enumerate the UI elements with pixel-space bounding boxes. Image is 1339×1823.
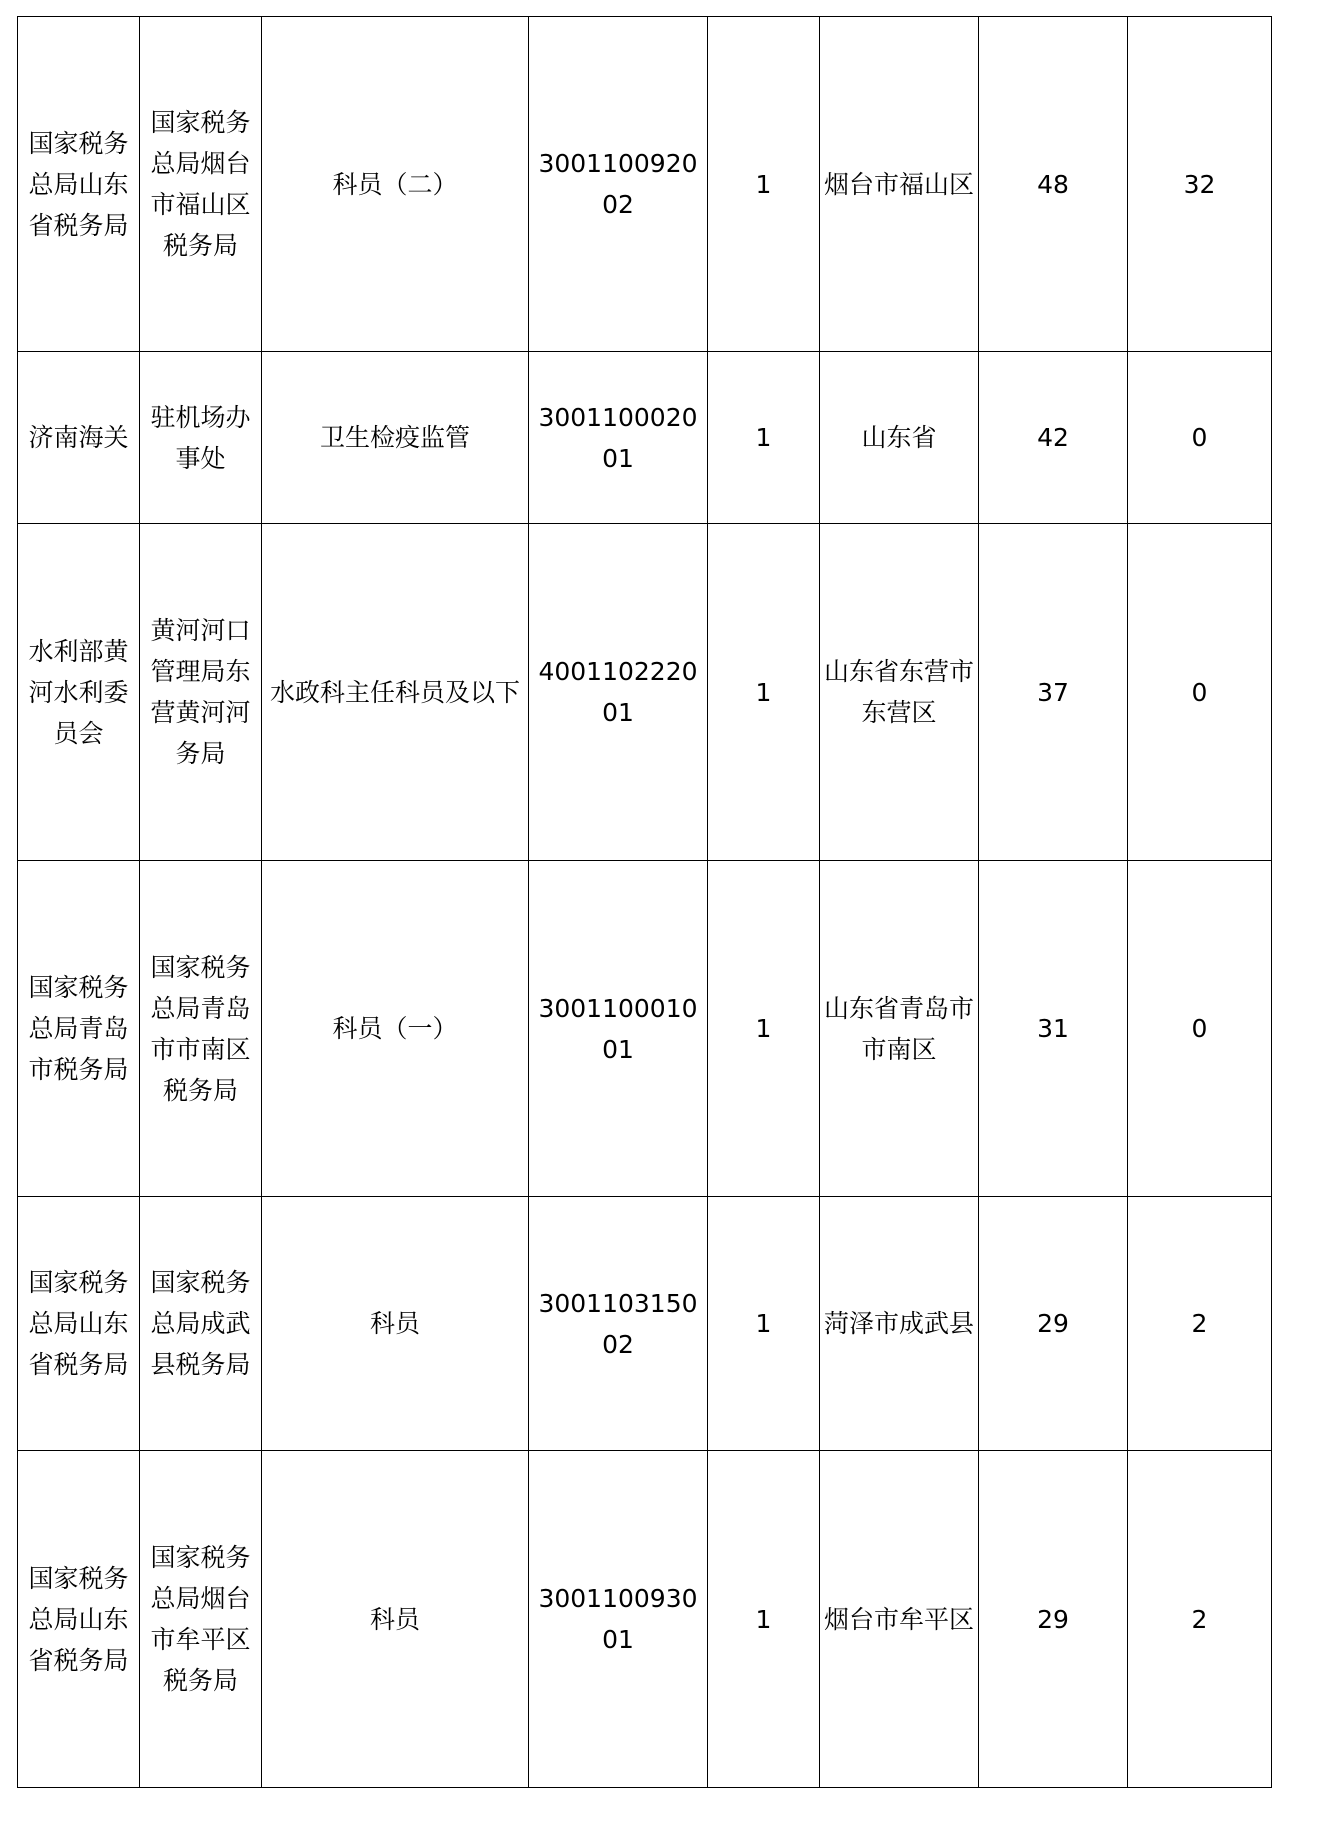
table-row <box>18 1451 1272 1788</box>
passed-cell: 0 <box>1128 524 1272 861</box>
applicants-cell: 37 <box>979 524 1128 861</box>
location-cell: 山东省青岛市市南区 <box>820 861 979 1197</box>
unit-cell: 国家税务总局烟台市福山区税务局 <box>140 17 262 352</box>
recruitment-table <box>17 16 1272 1788</box>
table-row <box>18 1197 1272 1451</box>
unit-cell: 驻机场办事处 <box>140 352 262 524</box>
unit-cell: 国家税务总局烟台市牟平区税务局 <box>140 1451 262 1788</box>
passed-cell: 2 <box>1128 1451 1272 1788</box>
quota-cell: 1 <box>708 524 820 861</box>
dept-cell: 国家税务总局山东省税务局 <box>18 1197 140 1451</box>
dept-cell: 济南海关 <box>18 352 140 524</box>
dept-cell: 国家税务总局山东省税务局 <box>18 17 140 352</box>
location-cell: 烟台市牟平区 <box>820 1451 979 1788</box>
table-row <box>18 352 1272 524</box>
location-cell: 烟台市福山区 <box>820 17 979 352</box>
unit-cell: 国家税务总局青岛市市南区税务局 <box>140 861 262 1197</box>
passed-cell: 0 <box>1128 352 1272 524</box>
table-row <box>18 17 1272 352</box>
applicants-cell: 31 <box>979 861 1128 1197</box>
passed-cell: 32 <box>1128 17 1272 352</box>
location-cell: 山东省东营市东营区 <box>820 524 979 861</box>
passed-cell: 0 <box>1128 861 1272 1197</box>
unit-cell: 黄河河口管理局东营黄河河务局 <box>140 524 262 861</box>
quota-cell: 1 <box>708 17 820 352</box>
code-cell: 400110222001 <box>529 524 708 861</box>
quota-cell: 1 <box>708 861 820 1197</box>
quota-cell: 1 <box>708 352 820 524</box>
dept-cell: 国家税务总局青岛市税务局 <box>18 861 140 1197</box>
dept-cell: 国家税务总局山东省税务局 <box>18 1451 140 1788</box>
position-cell: 水政科主任科员及以下 <box>262 524 529 861</box>
applicants-cell: 29 <box>979 1451 1128 1788</box>
applicants-cell: 42 <box>979 352 1128 524</box>
quota-cell: 1 <box>708 1197 820 1451</box>
position-cell: 科员（一） <box>262 861 529 1197</box>
quota-cell: 1 <box>708 1451 820 1788</box>
location-cell: 菏泽市成武县 <box>820 1197 979 1451</box>
passed-cell: 2 <box>1128 1197 1272 1451</box>
code-cell: 300110093001 <box>529 1451 708 1788</box>
code-cell: 300110002001 <box>529 352 708 524</box>
code-cell: 300110092002 <box>529 17 708 352</box>
position-cell: 科员（二） <box>262 17 529 352</box>
position-cell: 科员 <box>262 1197 529 1451</box>
code-cell: 300110001001 <box>529 861 708 1197</box>
table-row <box>18 524 1272 861</box>
position-cell: 卫生检疫监管 <box>262 352 529 524</box>
applicants-cell: 48 <box>979 17 1128 352</box>
location-cell: 山东省 <box>820 352 979 524</box>
code-cell: 300110315002 <box>529 1197 708 1451</box>
dept-cell: 水利部黄河水利委员会 <box>18 524 140 861</box>
unit-cell: 国家税务总局成武县税务局 <box>140 1197 262 1451</box>
applicants-cell: 29 <box>979 1197 1128 1451</box>
table-row <box>18 861 1272 1197</box>
position-cell: 科员 <box>262 1451 529 1788</box>
